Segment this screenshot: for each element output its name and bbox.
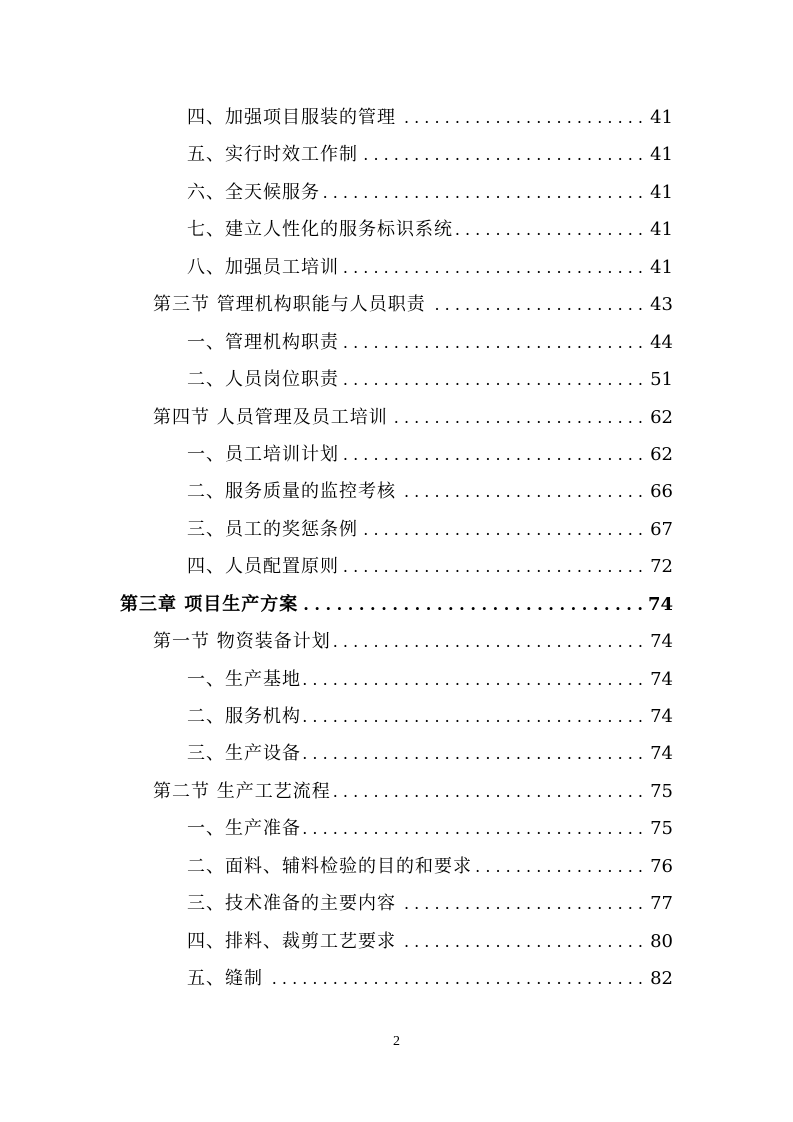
toc-entry-page: 41 xyxy=(650,256,673,278)
toc-entry-row xyxy=(187,361,673,398)
toc-entry-row xyxy=(187,698,673,735)
toc-entry-row xyxy=(187,211,673,248)
toc-entry-row xyxy=(187,735,673,772)
toc-entry-title: 五、实行时效工作制 xyxy=(187,136,360,173)
toc-entry[interactable] xyxy=(0,436,793,473)
toc-dot-leader xyxy=(333,623,647,660)
toc-entry-row xyxy=(187,324,673,361)
toc-entry-page: 66 xyxy=(650,481,673,503)
toc-entry-row xyxy=(187,174,673,211)
toc-entry-row xyxy=(187,136,673,173)
toc-dot-leader xyxy=(398,473,647,510)
toc-entry-row xyxy=(187,848,673,885)
toc-dot-leader xyxy=(303,661,647,698)
toc-dot-leader xyxy=(341,324,647,361)
toc-entry[interactable] xyxy=(0,735,793,772)
toc-dot-leader xyxy=(333,773,647,810)
toc-entry[interactable] xyxy=(0,960,793,997)
toc-entry[interactable] xyxy=(0,885,793,922)
toc-entry-row xyxy=(187,436,673,473)
toc-entry-title: 一、生产基地 xyxy=(187,661,303,698)
toc-entry[interactable] xyxy=(0,324,793,361)
toc-entry[interactable] xyxy=(0,473,793,510)
toc-entry[interactable] xyxy=(0,249,793,286)
toc-entry[interactable] xyxy=(0,99,793,136)
toc-entry-row xyxy=(187,99,673,136)
toc-entry[interactable] xyxy=(0,211,793,248)
toc-entry[interactable] xyxy=(0,848,793,885)
toc-entry-title: 二、人员岗位职责 xyxy=(187,361,341,398)
toc-entry-title: 四、加强项目服装的管理 xyxy=(187,99,398,136)
toc-entry-row xyxy=(187,885,673,922)
toc-dot-leader xyxy=(341,436,647,473)
toc-entry[interactable] xyxy=(0,399,793,436)
toc-entry[interactable] xyxy=(0,698,793,735)
toc-dot-leader xyxy=(474,848,647,885)
toc-dot-leader xyxy=(265,960,647,997)
toc-dot-leader xyxy=(360,511,647,548)
toc-dot-leader xyxy=(390,399,647,436)
toc-entry-page: 80 xyxy=(650,930,673,952)
toc-entry-title: 六、全天候服务 xyxy=(187,174,322,211)
toc-entry-title: 一、管理机构职责 xyxy=(187,324,341,361)
toc-entry-row xyxy=(187,661,673,698)
toc-entry-row xyxy=(187,810,673,847)
toc-entry[interactable] xyxy=(0,586,793,623)
toc-entry[interactable] xyxy=(0,661,793,698)
toc-entry-row xyxy=(153,399,673,436)
toc-entry-page: 82 xyxy=(650,968,673,990)
toc-entry[interactable] xyxy=(0,361,793,398)
toc-entry[interactable] xyxy=(0,923,793,960)
toc-entry[interactable] xyxy=(0,136,793,173)
toc-dot-leader xyxy=(398,885,647,922)
toc-dot-leader xyxy=(303,810,647,847)
toc-entry-title: 四、排料、裁剪工艺要求 xyxy=(187,923,398,960)
toc-entry-page: 72 xyxy=(650,556,673,578)
toc-dot-leader xyxy=(341,361,647,398)
toc-entry-row xyxy=(153,286,673,323)
toc-entry-page: 75 xyxy=(650,780,673,802)
toc-entry-title: 第三节 管理机构职能与人员职责 xyxy=(153,286,428,323)
toc-entry[interactable] xyxy=(0,773,793,810)
toc-entry-title: 二、服务质量的监控考核 xyxy=(187,473,398,510)
toc-entry[interactable] xyxy=(0,286,793,323)
toc-entry-page: 76 xyxy=(650,855,673,877)
toc-entry-title: 四、人员配置原则 xyxy=(187,548,341,585)
toc-entry[interactable] xyxy=(0,511,793,548)
toc-entry[interactable] xyxy=(0,174,793,211)
toc-dot-leader xyxy=(341,249,647,286)
toc-entry-page: 44 xyxy=(650,331,673,353)
toc-entry-title: 八、加强员工培训 xyxy=(187,249,341,286)
toc-dot-leader xyxy=(303,735,647,772)
toc-dot-leader xyxy=(428,286,647,323)
toc-entry-page: 77 xyxy=(650,893,673,915)
table-of-contents xyxy=(0,99,793,998)
toc-entry-title: 三、技术准备的主要内容 xyxy=(187,885,398,922)
toc-entry-page: 74 xyxy=(650,668,673,690)
toc-dot-leader xyxy=(360,136,647,173)
toc-entry-page: 75 xyxy=(650,818,673,840)
toc-entry-title: 第二节 生产工艺流程 xyxy=(153,773,333,810)
toc-entry-page: 74 xyxy=(647,593,673,615)
toc-dot-leader xyxy=(303,698,647,735)
toc-entry-row xyxy=(187,960,673,997)
toc-entry-title: 第三章 项目生产方案 xyxy=(120,586,300,623)
toc-entry-page: 43 xyxy=(650,294,673,316)
toc-entry-title: 一、生产准备 xyxy=(187,810,303,847)
toc-dot-leader xyxy=(300,586,647,623)
toc-dot-leader xyxy=(322,174,647,211)
toc-entry-page: 62 xyxy=(650,406,673,428)
toc-entry-title: 五、缝制 xyxy=(187,960,265,997)
toc-entry-title: 七、建立人性化的服务标识系统 xyxy=(187,211,455,248)
toc-entry-page: 74 xyxy=(650,706,673,727)
toc-entry-row xyxy=(120,586,673,623)
toc-entry-page: 41 xyxy=(650,181,673,203)
toc-dot-leader xyxy=(455,211,647,248)
toc-entry-title: 二、服务机构 xyxy=(187,698,303,735)
toc-entry-page: 41 xyxy=(650,107,673,128)
toc-entry-title: 第四节 人员管理及员工培训 xyxy=(153,399,390,436)
toc-entry-title: 一、员工培训计划 xyxy=(187,436,341,473)
toc-entry-page: 51 xyxy=(650,369,673,391)
toc-entry-page: 62 xyxy=(650,443,673,465)
toc-entry-title: 第一节 物资装备计划 xyxy=(153,623,333,660)
toc-dot-leader xyxy=(341,548,647,585)
toc-entry-row xyxy=(187,923,673,960)
toc-entry-row xyxy=(187,511,673,548)
toc-entry[interactable] xyxy=(0,810,793,847)
toc-entry-row xyxy=(187,548,673,585)
toc-entry-page: 67 xyxy=(650,518,673,540)
toc-entry-title: 二、面料、辅料检验的目的和要求 xyxy=(187,848,474,885)
toc-entry-page: 74 xyxy=(650,631,673,653)
toc-entry-title: 三、员工的奖惩条例 xyxy=(187,511,360,548)
toc-entry-row xyxy=(153,773,673,810)
toc-entry-title: 三、生产设备 xyxy=(187,735,303,772)
toc-entry[interactable] xyxy=(0,623,793,660)
toc-entry-row xyxy=(153,623,673,660)
toc-entry-page: 74 xyxy=(650,743,673,765)
toc-entry-row xyxy=(187,473,673,510)
toc-entry-row xyxy=(187,249,673,286)
toc-entry[interactable] xyxy=(0,548,793,585)
page-number: 2 xyxy=(393,1034,400,1049)
toc-entry-page: 41 xyxy=(650,144,673,166)
toc-dot-leader xyxy=(398,99,647,136)
toc-entry-page: 41 xyxy=(650,219,673,241)
toc-dot-leader xyxy=(398,923,647,960)
